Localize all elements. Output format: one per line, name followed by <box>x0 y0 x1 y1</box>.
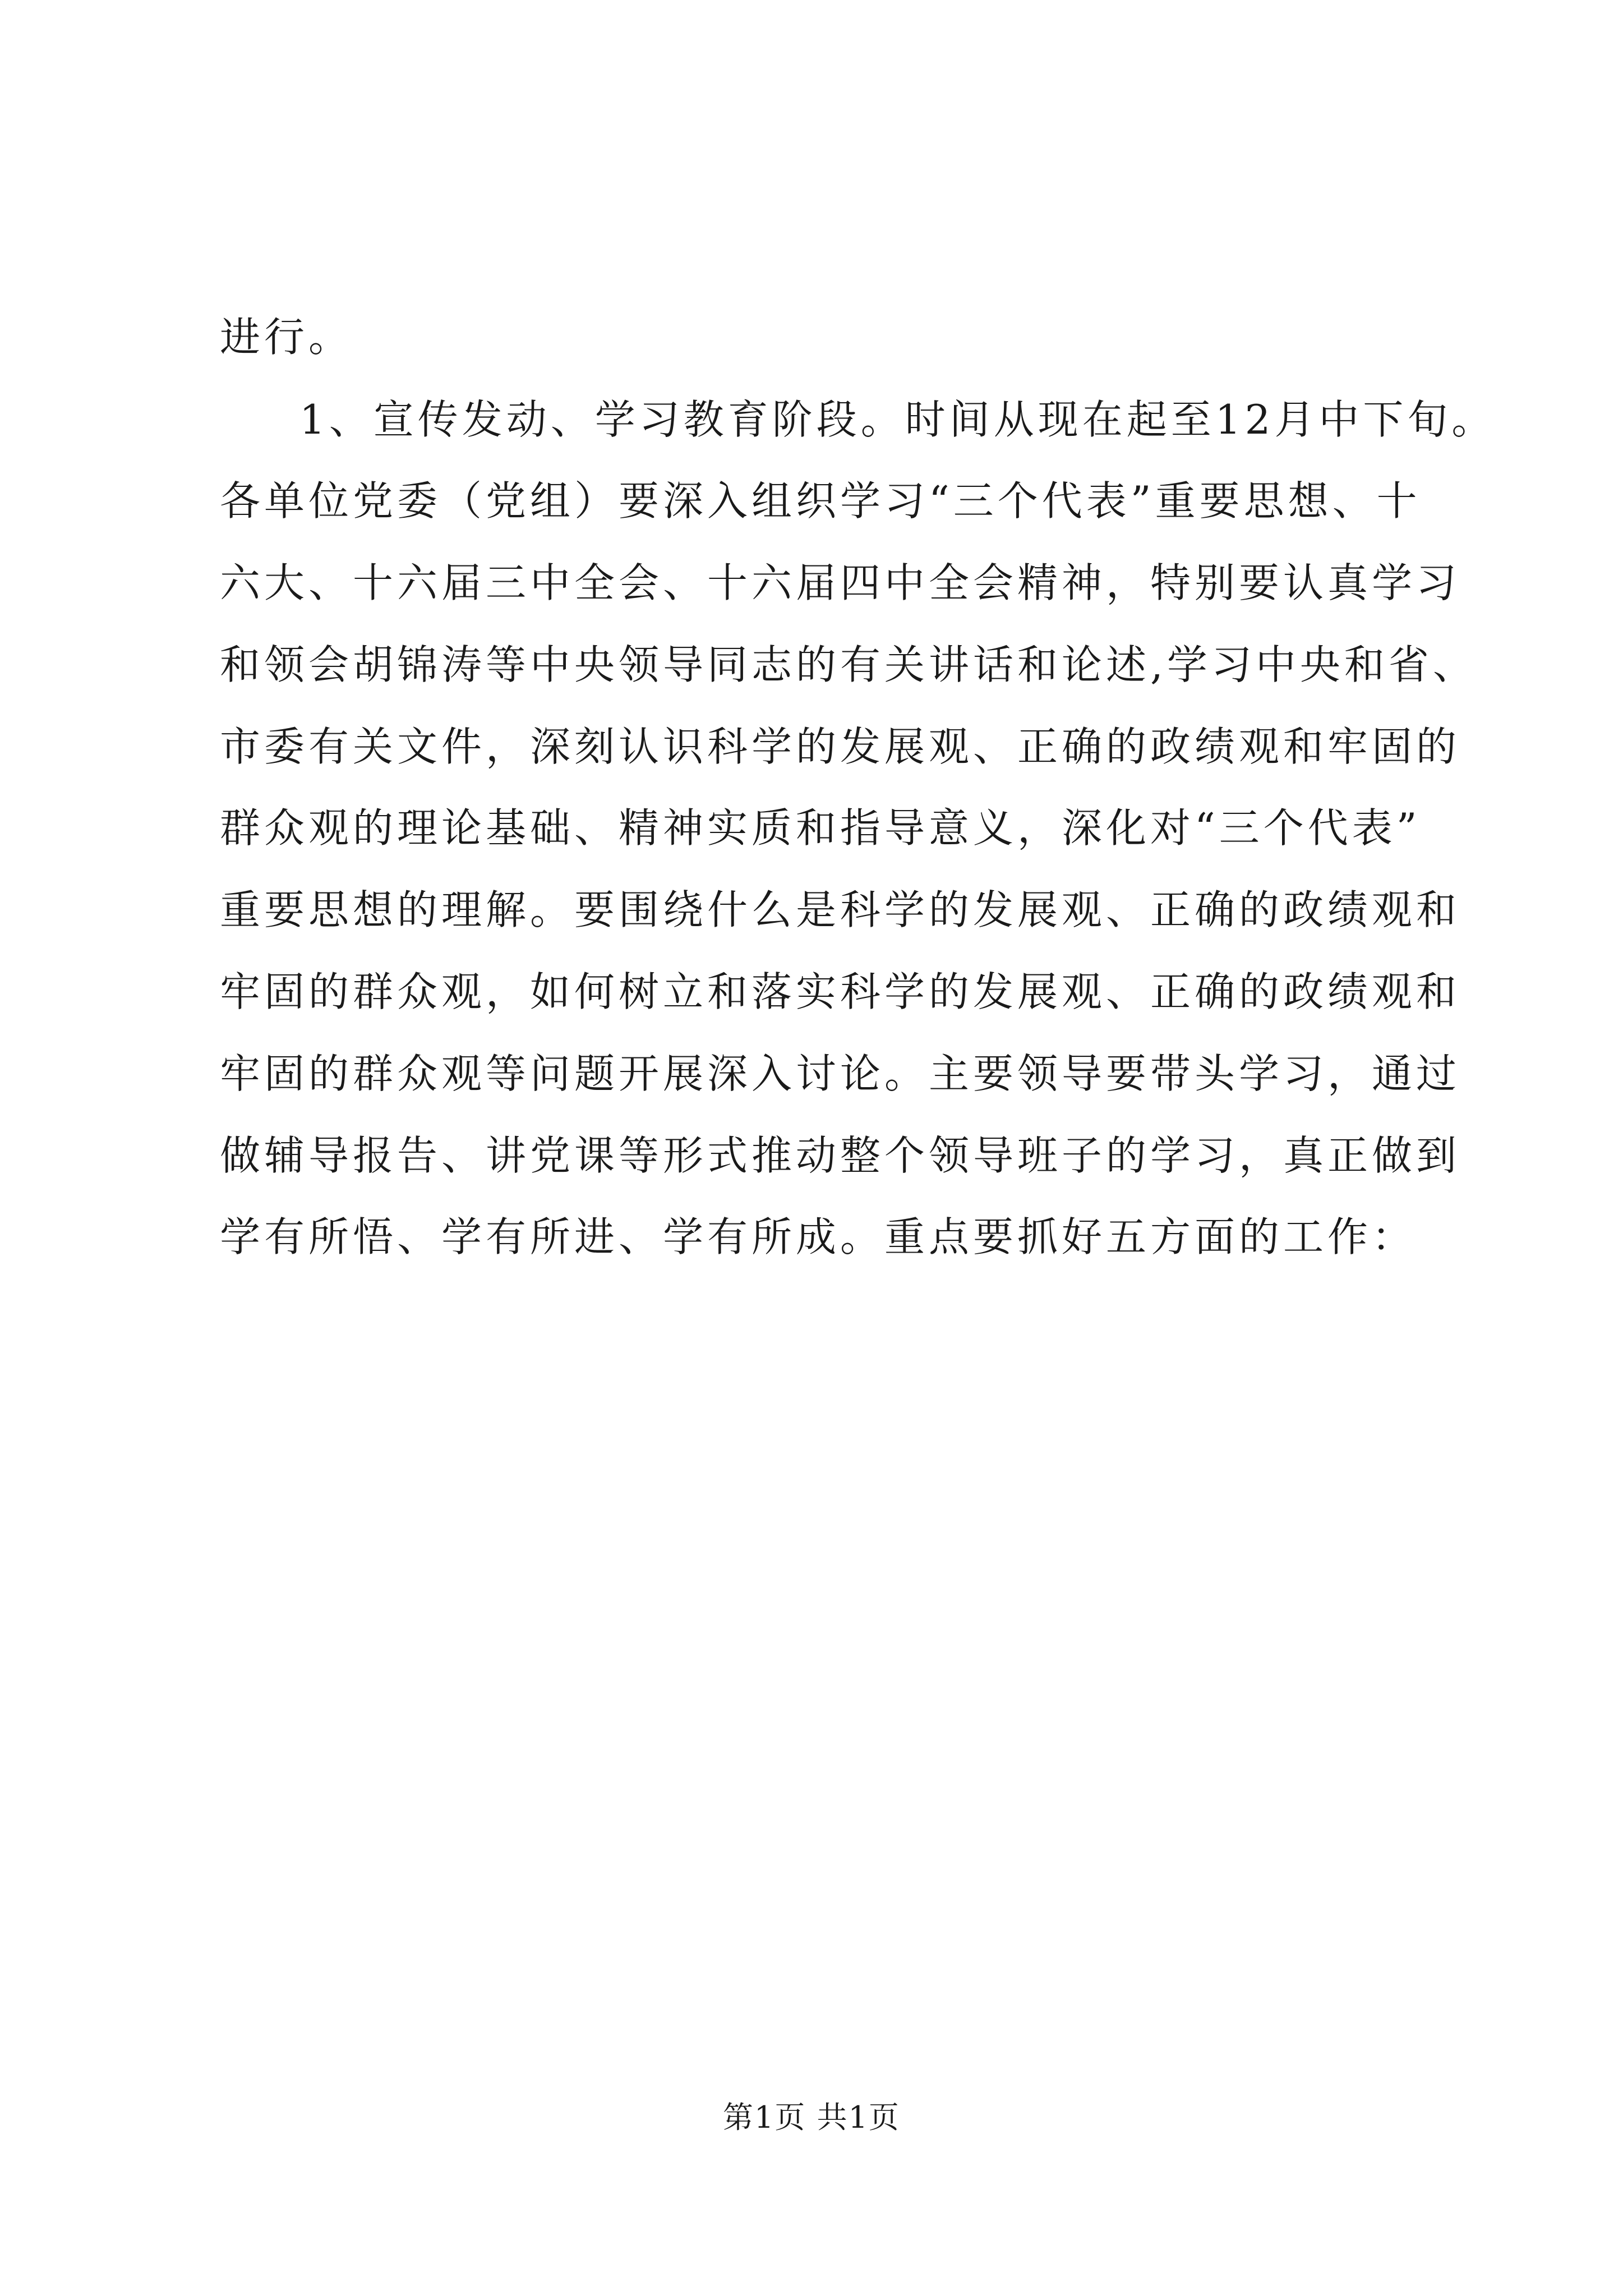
text-line: 牢固的群众观，如何树立和落实科学的发展观、正确的政绩观和 <box>220 968 1461 1015</box>
text-line: 市委有关文件，深刻认识科学的发展观、正确的政绩观和牢固的 <box>220 723 1461 770</box>
text-line: 学有所悟、学有所进、学有所成。重点要抓好五方面的工作： <box>220 1213 1417 1260</box>
text-line: 牢固的群众观等问题开展深入讨论。主要领导要带头学习，通过 <box>220 1050 1461 1097</box>
text-line: 做辅导报告、讲党课等形式推动整个领导班子的学习，真正做到 <box>220 1132 1461 1179</box>
text-line: 进行。 <box>220 314 353 361</box>
page-number-footer: 第1页 共1页 <box>723 2100 900 2135</box>
text-line: 重要思想的理解。要围绕什么是科学的发展观、正确的政绩观和 <box>220 886 1461 933</box>
text-line: 各单位党委（党组）要深入组织学习“三个代表”重要思想、十 <box>220 477 1421 524</box>
text-line: 1、宣传发动、学习教育阶段。时间从现在起至12月中下旬。 <box>299 396 1496 443</box>
text-line: 和领会胡锦涛等中央领导同志的有关讲话和论述,学习中央和省、 <box>220 641 1477 688</box>
text-line: 六大、十六届三中全会、十六届四中全会精神，特别要认真学习 <box>220 559 1461 606</box>
text-line: 群众观的理论基础、精神实质和指导意义，深化对“三个代表” <box>220 804 1421 852</box>
